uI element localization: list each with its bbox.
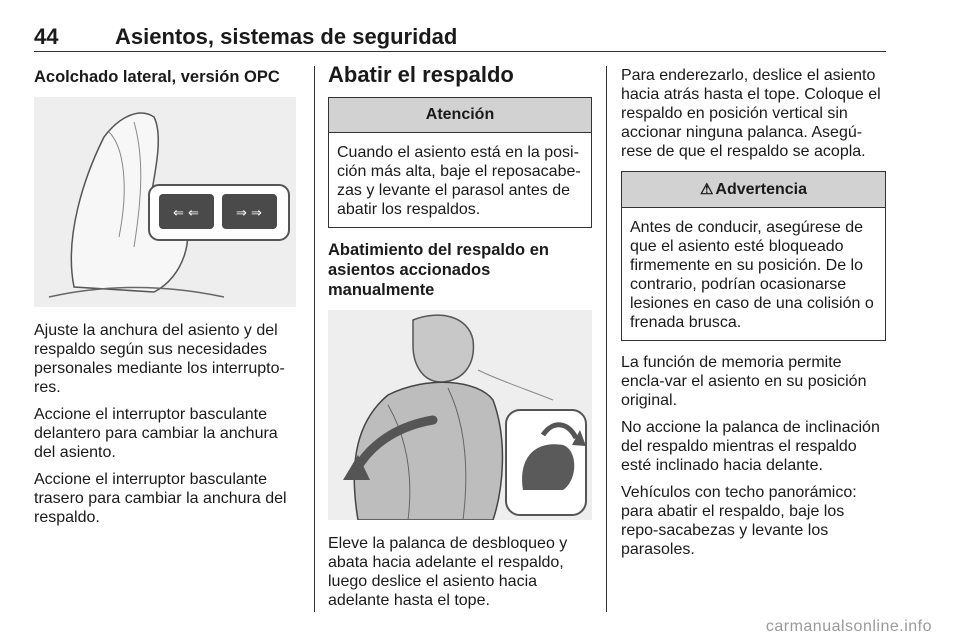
- subheading-manual: Abatimiento del respaldo en asientos accionados manualmente: [328, 241, 549, 299]
- warning-triangle-icon: ⚠: [699, 181, 714, 198]
- warning-header: [622, 172, 885, 208]
- attention-box: [328, 97, 592, 228]
- section-heading-fold: Abatir el respaldo: [328, 62, 514, 87]
- warning-box: [621, 171, 886, 341]
- header-divider: [34, 51, 886, 52]
- seat-switch-illustration: [34, 97, 296, 307]
- warning-text: Antes de conducir, asegúrese de que el asiento esté bloqueado firmemente en su posición. De lo contrario, podrían ocasionarse lesiones en caso de una colisión o frenada brusca.: [630, 219, 874, 331]
- column-2: [328, 62, 592, 618]
- page-title: Asientos, sistemas de seguridad: [115, 24, 458, 49]
- svg-text:⇒ ⇒: ⇒ ⇒: [236, 206, 262, 221]
- column-3: [621, 62, 886, 567]
- paragraph-fold: Eleve la palanca de desbloqueo y abata hacia adelante el respaldo, luego deslice el asiento hacia adelante hasta el tope.: [328, 535, 568, 609]
- paragraph-lever: No accione la palanca de inclinación del respaldo mientras el respaldo esté inclinado hacia delante.: [621, 419, 880, 474]
- watermark: carmanualsonline.info: [765, 618, 932, 635]
- column-1: [34, 62, 296, 535]
- warning-title: Advertencia: [715, 181, 808, 198]
- paragraph-1: Ajuste la anchura del asiento y del respaldo según sus necesidades personales mediante los interrupto-res.: [34, 322, 285, 396]
- page-number: 44: [34, 24, 59, 49]
- paragraph-panoramic: Vehículos con techo panorámico: para abatir el respaldo, baje los repo-sacabezas y levante los parasoles.: [621, 484, 857, 558]
- attention-text: Cuando el asiento está en la posi-ción más alta, baje el reposacabe-zas y levante el parasol antes de abatir los respaldos.: [337, 144, 581, 218]
- section-heading-opc: Acolchado lateral, versión OPC: [34, 68, 280, 86]
- column-divider-2: [606, 66, 607, 612]
- paragraph-3: Accione el interruptor basculante trasero para cambiar la anchura del respaldo.: [34, 471, 287, 526]
- paragraph-intro: Para enderezarlo, deslice el asiento hacia atrás hasta el tope. Coloque el respaldo en posición vertical sin accionar ninguna palanca. Asegú-rese de que el respaldo se acopla.: [621, 67, 881, 160]
- paragraph-2: Accione el interruptor basculante delantero para cambiar la anchura del asiento.: [34, 406, 278, 461]
- paragraph-memory: La función de memoria permite encla-var el asiento en su posición original.: [621, 354, 867, 409]
- page-header: [34, 24, 886, 52]
- svg-text:⇐ ⇐: ⇐ ⇐: [173, 206, 199, 221]
- attention-title: Atención: [329, 98, 591, 133]
- seat-fold-illustration: [328, 310, 592, 520]
- column-divider-1: [314, 66, 315, 612]
